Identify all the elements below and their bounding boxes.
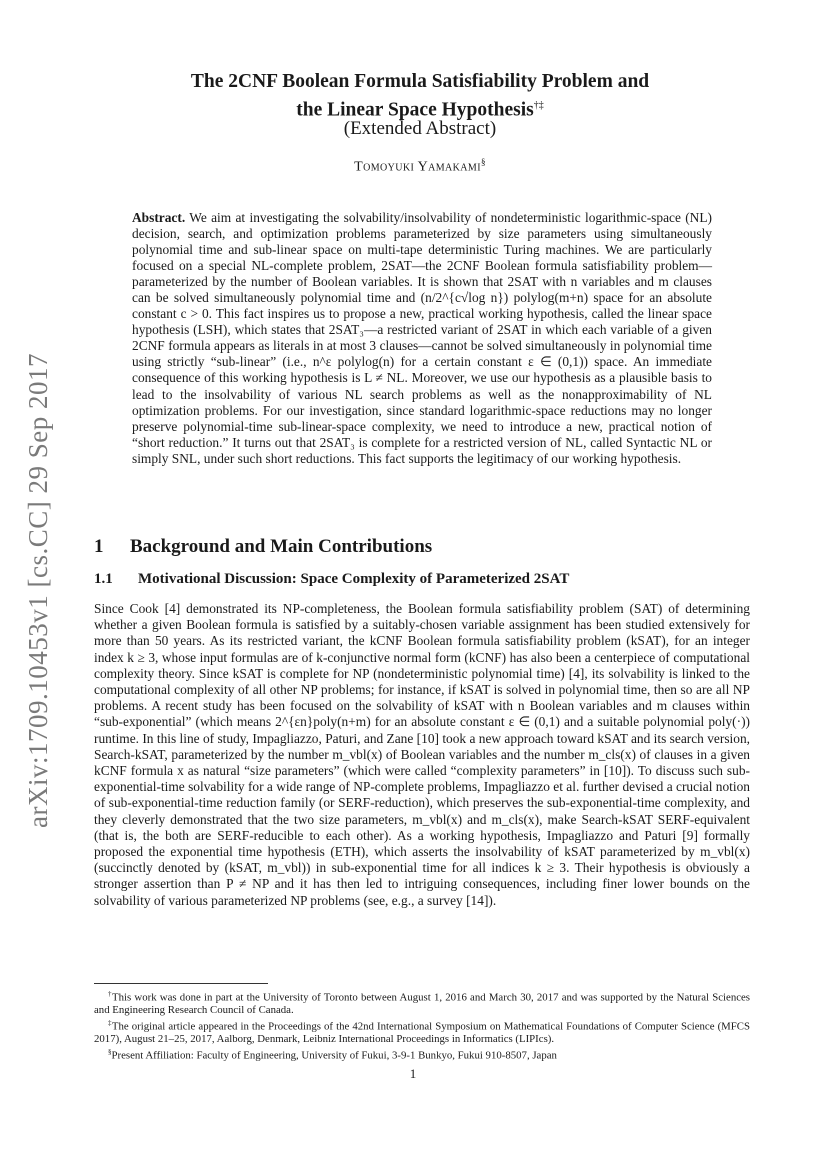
footnotes xyxy=(94,988,750,1062)
footnote xyxy=(94,988,750,1017)
footnote xyxy=(94,1046,750,1062)
abstract xyxy=(132,210,712,467)
author-footnote-mark: § xyxy=(480,157,486,167)
page-number: 1 xyxy=(409,1066,417,1081)
section-title: Background and Main Contributions xyxy=(130,536,433,557)
footnote-mark: ‡ xyxy=(108,1018,112,1027)
footnote-text: Present Affiliation: Faculty of Engineering, University of Fukui, 3-9-1 Bunkyo, Fukui 910-8507, Japan xyxy=(111,1049,557,1062)
footnote-rule xyxy=(94,983,268,984)
subsection-title: Motivational Discussion: Space Complexity of Parameterized 2SAT xyxy=(138,571,570,587)
abstract-label: Abstract. xyxy=(132,210,186,225)
footnote-mark: † xyxy=(108,990,113,998)
paper-title xyxy=(100,70,740,123)
section-number: 1 xyxy=(94,536,104,557)
body-paragraph: Since Cook [4] demonstrated its NP-completeness, the Boolean formula satisfiability problem (SAT) of determining whether a given Boolean formula is satisfied by a suitably-chosen variable assignment has been studied extensively for more than 50 years. As its restricted variant, the kCNF Boolean formula satisfiability problem (kSAT), for an integer index k ≥ 3, whose input formulas are of k-conjunctive normal form (kCNF) has also been a centerpiece of computational complexity theory. Since kSAT is complete for NP (nondeterministic polynomial time) [4], its solvability is linked to the computational complexity of all other NP problems; for instance, if kSAT is solved in polynomial time, then so are all NP problems. A recent study has been focused on the solvability of kSAT with n Boolean variables and m clauses within “sub-exponential” (which means 2^{εn}poly(n+m) for an absolute constant ε ∈ (0,1) and a suitable polynomial poly(·)) runtime. In this line of study, Impagliazzo, Paturi, and Zane [10] took a new approach toward kSAT and its search version, Search-kSAT, parameterized by the number m_vbl(x) of Boolean variables and the number m_cls(x) of clauses in a given kCNF formula x as natural “size parameters” (which were called “complexity parameters” in [10]). To discuss such sub-exponential-time solvability for a wide range of NP-complete problems, Impagliazzo et al. further devised a crucial notion of sub-exponential-time reduction family (or SERF-reduction), which preserves the sub-exponential-time complexity, and they cleverly demonstrated that the two size parameters, m_vbl(x) and m_cls(x), make Search-kSAT SERF-equivalent (that is, the both are SERF-reducible to each other). As a working hypothesis, Impagliazzo and Paturi [9] formally proposed the exponential time hypothesis (ETH), which asserts the insolvability of kSAT parameterized by m_vbl(x) (succinctly denoted by (kSAT, m_vbl)) in sub-exponential time for all indices k ≥ 3. Their hypothesis is obviously a stronger assertion than P ≠ NP and it has then led to intriguing consequences, including finer lower bounds on the solvability of various parameterized NP problems (see, e.g., a survey [14]). xyxy=(94,601,750,908)
footnote xyxy=(94,1017,750,1046)
footnote-text: This work was done in part at the University of Toronto between August 1, 2016 and March 30, 2017 and was supported by the Natural Sciences and Engineering Research Council of Canada. xyxy=(94,991,751,1017)
footnote-text: The original article appeared in the Proceedings of the 42nd International Symposium on Mathematical Foundations of Computer Science (MFCS 2017), August 21–25, 2017, Aalborg, Denmark, Leibniz International Proceedings in Informatics (LIPIcs). xyxy=(94,1020,750,1045)
title-line-2-text: the Linear Space Hypothesis xyxy=(296,99,534,121)
title-footnote-marks: †‡ xyxy=(533,100,544,111)
subsection-number: 1.1 xyxy=(94,571,113,587)
section-heading xyxy=(94,536,754,558)
footnote-mark: § xyxy=(108,1047,112,1056)
author-line xyxy=(100,157,740,176)
arxiv-identifier: arXiv:1709.10453v1 [cs.CC] 29 Sep 2017 xyxy=(22,352,53,828)
abstract-text: We aim at investigating the solvability/insolvability of nondeterministic logarithmic-space (NL) decision, search, and optimization problems parameterized by size parameters using simultaneously polynomial time and sub-linear space on multi-tape deterministic Turing machines. We are particularly focused on a special NL-complete problem, 2SAT—the 2CNF Boolean formula satisfiability problem—parameterized by the number of Boolean variables. It is shown that 2SAT with n variables and m clauses can be solved simultaneously polynomial time and (n/2^{c√log n}) polylog(m+n) space for an absolute constant c > 0. This fact inspires us to propose a new, practical working hypothesis, called the linear space hypothesis (LSH), which states that 2SAT₃—a restricted variant of 2SAT in which each variable of a given 2CNF formula appears as literals in at most 3 clauses—cannot be solved simultaneously in polynomial time using strictly “sub-linear” (i.e., n^ε polylog(n) for a certain constant ε ∈ (0,1)) space. An immediate consequence of this working hypothesis is L ≠ NL. Moreover, we use our hypothesis as a plausible basis to lead to the insolvability of various NL search problems as well as the nonapproximability of NL optimization problems. For our investigation, since standard logarithmic-space reductions may no longer preserve polynomial-time sub-linear-space complexity, we need to introduce a new, practical notion of “short reduction.” It turns out that 2SAT₃ is complete for a restricted version of NL, called Syntactic NL or simply SNL, under such short reductions. This fact supports the legitimacy of our working hypothesis. xyxy=(132,210,712,466)
paper-subtitle: (Extended Abstract) xyxy=(343,118,497,139)
arxiv-stamp xyxy=(18,310,58,870)
author-name: Tomoyuki Yamakami xyxy=(354,159,481,175)
subsection-heading xyxy=(94,571,754,588)
title-line-1: The 2CNF Boolean Formula Satisfiability Problem and xyxy=(190,71,650,92)
